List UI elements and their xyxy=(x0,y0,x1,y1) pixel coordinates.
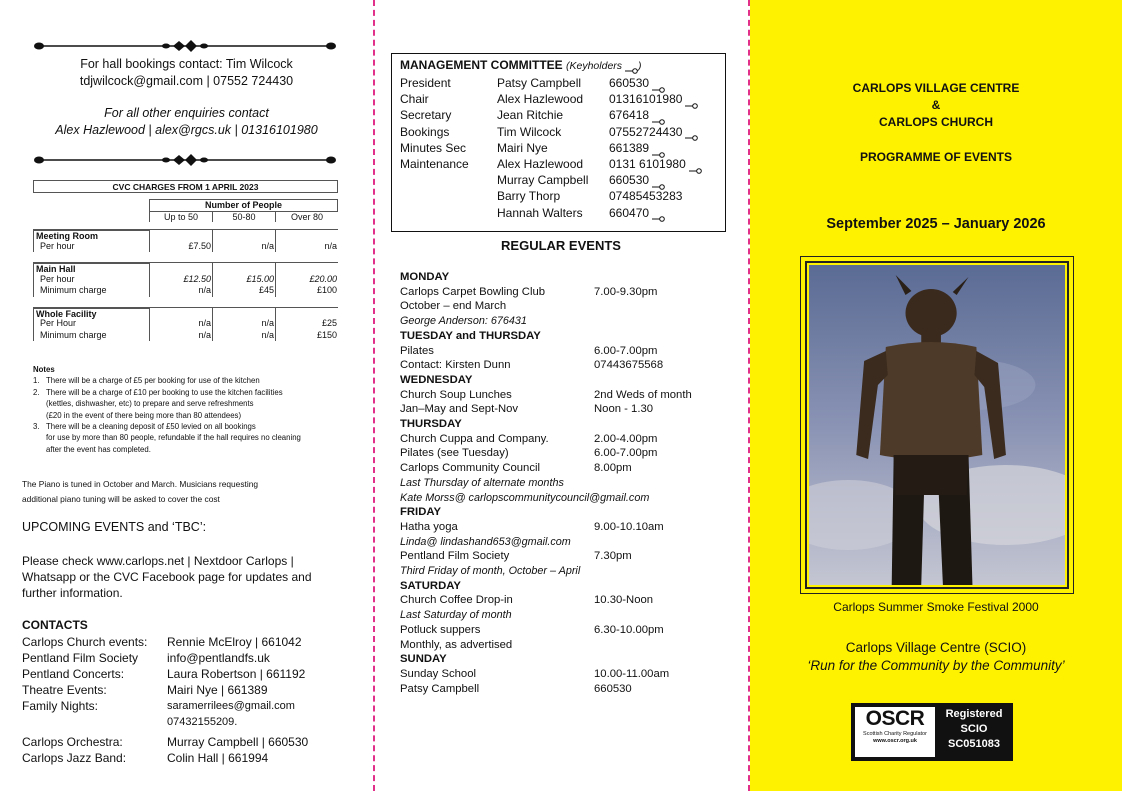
contact-row: Carlops Church events: Rennie McElroy | 661042 xyxy=(22,635,302,649)
main-hall-block xyxy=(33,262,338,297)
committee-role: Maintenance xyxy=(400,157,469,172)
motto: ‘Run for the Community by the Community’ xyxy=(807,658,1065,673)
committee-phone: 01316101980 xyxy=(609,91,698,107)
meeting-room-block xyxy=(33,229,338,252)
photo-caption: Carlops Summer Smoke Festival 2000 xyxy=(833,600,1039,614)
table-row: Per hour £12.50 £15.00 £20.00 xyxy=(33,274,338,286)
committee-row xyxy=(400,107,725,123)
management-heading: MANAGEMENT COMMITTEE (Keyholders ) xyxy=(400,58,642,72)
scio-name: Carlops Village Centre (SCIO) xyxy=(845,640,1027,655)
event-name: Church Soup Lunches xyxy=(400,388,512,401)
event-time: 10.00-11.00am xyxy=(594,667,670,680)
committee-role: Secretary xyxy=(400,108,452,123)
event-note: Third Friday of month, October – April xyxy=(400,565,581,578)
column-over-80: Over 80 xyxy=(275,212,338,223)
meeting-room-label: Meeting Room xyxy=(33,230,149,241)
event-time: 2nd Weds of month xyxy=(594,388,692,401)
contact-row: Carlops Orchestra: Murray Campbell | 660530 xyxy=(22,735,309,749)
cover-title-church: CARLOPS CHURCH xyxy=(879,115,993,129)
event-day-heading: MONDAY xyxy=(400,271,450,283)
whole-facility-label: Whole Facility xyxy=(33,308,149,319)
event-row xyxy=(400,623,745,638)
event-row xyxy=(400,402,745,417)
event-time: 6.00-7.00pm xyxy=(594,447,658,460)
event-note: Last Saturday of month xyxy=(400,609,512,622)
event-day-heading: THURSDAY xyxy=(400,418,462,431)
upcoming-events-text: Please check www.carlops.net | Nextdoor Carlops | Whatsapp or the CVC Facebook page for updates and further information. xyxy=(22,554,312,600)
oscr-badge xyxy=(851,703,1013,761)
key-icon xyxy=(685,129,698,135)
other-enquiries-label: For all other enquiries contact xyxy=(104,106,269,120)
committee-name: Alex Hazlewood xyxy=(497,157,584,172)
event-time: 7.00-9.30pm xyxy=(594,285,658,298)
other-enquiries-contact: Alex Hazlewood | alex@rgcs.uk | 01316101980 xyxy=(55,123,318,137)
event-row xyxy=(400,285,745,300)
event-name: Contact: Kirsten Dunn xyxy=(400,359,511,372)
key-icon xyxy=(652,178,665,184)
event-time: 9.00-10.10am xyxy=(594,520,664,533)
event-row xyxy=(400,461,745,476)
programme-dates: September 2025 – January 2026 xyxy=(826,216,1046,232)
regular-events-list xyxy=(400,270,745,696)
event-row xyxy=(400,299,745,314)
event-name: Carlops Carpet Bowling Club xyxy=(400,285,546,298)
event-name: Pentland Film Society xyxy=(400,550,510,563)
event-name: Potluck suppers xyxy=(400,623,481,636)
key-icon xyxy=(652,146,665,152)
festival-photo xyxy=(800,256,1074,594)
contact-row: Pentland Concerts: Laura Robertson | 661192 xyxy=(22,667,306,681)
event-name: Monthly, as advertised xyxy=(400,638,513,651)
committee-row xyxy=(400,188,725,204)
key-icon xyxy=(625,63,638,69)
key-icon xyxy=(652,81,665,87)
event-note: Kate Morss@ carlopscommunitycouncil@gmail.com xyxy=(400,491,650,504)
committee-phone: 07485453283 xyxy=(609,189,683,204)
event-name: Sunday School xyxy=(400,667,476,680)
committee-row xyxy=(400,172,725,188)
charges-header-row xyxy=(33,199,338,211)
committee-phone: 660470 xyxy=(609,205,665,221)
event-row xyxy=(400,358,745,373)
event-name: October – end March xyxy=(400,300,507,313)
table-row: Minimum charge n/a n/a £150 xyxy=(33,330,338,342)
event-day-heading: SUNDAY xyxy=(400,653,447,666)
committee-row xyxy=(400,140,725,156)
regular-events-title: REGULAR EVENTS xyxy=(501,238,621,253)
event-day-heading: TUESDAY and THURSDAY xyxy=(400,329,541,342)
event-row xyxy=(400,593,745,608)
event-row xyxy=(400,388,745,403)
column-up-to-50: Up to 50 xyxy=(149,212,212,223)
table-row: Per Hour n/a n/a £25 xyxy=(33,318,338,330)
event-row xyxy=(400,432,745,447)
cover-title-centre: CARLOPS VILLAGE CENTRE xyxy=(852,81,1020,95)
event-name: Patsy Campbell xyxy=(400,682,480,695)
hall-bookings-email-phone: tdjwilcock@gmail.com | 07552 724430 xyxy=(79,74,294,88)
event-time: 8.00pm xyxy=(594,462,632,475)
committee-name: Barry Thorp xyxy=(497,189,561,204)
contact-row: Family Nights: saramerrilees@gmail.com xyxy=(22,699,295,713)
committee-role: Minutes Sec xyxy=(400,140,467,155)
event-name: Carlops Community Council xyxy=(400,462,541,475)
contacts-heading: CONTACTS xyxy=(22,618,88,632)
management-rows xyxy=(400,75,725,221)
committee-phone: 660530 xyxy=(609,75,665,91)
event-row xyxy=(400,344,745,359)
fold-line-left xyxy=(373,0,375,791)
committee-phone: 661389 xyxy=(609,140,665,156)
event-day-heading: WEDNESDAY xyxy=(400,373,473,386)
table-row: Per hour £7.50 n/a n/a xyxy=(33,241,338,253)
event-note: Last Thursday of alternate months xyxy=(400,476,564,489)
event-time: 6.30-10.00pm xyxy=(594,623,664,636)
table-row: Minimum charge n/a £45 £100 xyxy=(33,285,338,297)
whole-facility-block xyxy=(33,307,338,342)
event-row xyxy=(400,549,745,564)
cover-title-ampersand: & xyxy=(931,98,941,112)
committee-phone: 676418 xyxy=(609,107,665,123)
committee-name: Alex Hazlewood xyxy=(497,92,584,107)
contact-row: 07432155209. xyxy=(167,716,238,728)
main-hall-label: Main Hall xyxy=(33,263,149,274)
committee-phone: 0131 6101980 xyxy=(609,156,702,172)
committee-phone: 660530 xyxy=(609,172,665,188)
ornament-divider-bottom xyxy=(34,154,336,166)
contact-row: Theatre Events: Mairi Nye | 661389 xyxy=(22,683,268,697)
event-name: Pilates (see Tuesday) xyxy=(400,447,509,460)
list-item: 3. There will be a cleaning deposit of £50 levied on all bookings for use by more than 80 people, refundable if the hall requires no cleaning after the event has completed. xyxy=(33,422,301,454)
charges-table xyxy=(33,180,338,341)
key-icon xyxy=(685,97,698,103)
event-day-heading: SATURDAY xyxy=(400,579,461,592)
notes-heading: Notes xyxy=(33,365,55,374)
charges-notes xyxy=(33,364,343,455)
committee-phone: 07552724430 xyxy=(609,124,698,140)
number-of-people-header: Number of People xyxy=(149,199,338,211)
committee-role xyxy=(400,205,497,221)
key-icon xyxy=(652,113,665,119)
event-name: Jan–May and Sept-Nov xyxy=(400,403,519,416)
contact-row: Carlops Jazz Band: Colin Hall | 661994 xyxy=(22,751,269,765)
event-name: Hatha yoga xyxy=(400,520,458,533)
event-note: George Anderson: 676431 xyxy=(400,315,527,328)
contact-row: Pentland Film Society info@pentlandfs.uk xyxy=(22,651,270,665)
event-time: 6.00-7.00pm xyxy=(594,344,658,357)
event-time: 07443675568 xyxy=(594,359,664,372)
committee-role: Bookings xyxy=(400,124,450,139)
key-icon xyxy=(652,210,665,216)
event-row xyxy=(400,520,745,535)
event-name: Church Coffee Drop-in xyxy=(400,594,513,607)
committee-role: President xyxy=(400,76,451,90)
piano-tuning-note: The Piano is tuned in October and March. Musicians requesting additional piano tuning will be asked to cover the cost xyxy=(22,479,259,504)
event-time: Noon - 1.30 xyxy=(594,403,654,416)
oscr-logo: OSCR Scottish Charity Regulator www.oscr.org.uk xyxy=(855,707,935,757)
event-day-heading: FRIDAY xyxy=(400,506,442,519)
column-50-80: 50-80 xyxy=(212,212,275,223)
committee-name: Murray Campbell xyxy=(497,173,589,188)
committee-name: Jean Ritchie xyxy=(497,108,564,123)
committee-name: Patsy Campbell xyxy=(497,76,582,90)
charges-title: CVC CHARGES FROM 1 APRIL 2023 xyxy=(33,180,338,193)
event-name: Pilates xyxy=(400,344,434,357)
event-row xyxy=(400,446,745,461)
hall-bookings-contact: For hall bookings contact: Tim Wilcock xyxy=(80,57,293,71)
event-time: 7.30pm xyxy=(594,550,632,563)
programme-of-events: PROGRAMME OF EVENTS xyxy=(859,150,1012,164)
event-row xyxy=(400,638,745,653)
charges-columns-row xyxy=(149,211,338,223)
contacts-section xyxy=(22,618,362,766)
wicker-man-image xyxy=(809,265,1065,585)
list-item: 2. There will be a charge of £10 per booking to use the kitchen facilities (kettles, dishwasher, etc) to prepare and serve refreshments (£20 in the event of there being more than 80 attendees) xyxy=(33,387,283,420)
event-row xyxy=(400,667,745,682)
oscr-registration: Registered SCIO SC051083 xyxy=(945,708,1003,750)
committee-name: Tim Wilcock xyxy=(497,124,562,139)
event-time: 2.00-4.00pm xyxy=(594,432,658,445)
committee-row xyxy=(400,156,725,172)
committee-row xyxy=(400,124,725,140)
event-time: 10.30-Noon xyxy=(594,594,654,607)
committee-name: Hannah Walters xyxy=(497,205,583,220)
event-name: Church Cuppa and Company. xyxy=(400,432,549,445)
committee-role xyxy=(400,172,497,188)
key-icon xyxy=(689,162,702,168)
management-committee-box xyxy=(391,53,726,232)
keyholders-label: (Keyholders xyxy=(566,60,623,72)
committee-name: Mairi Nye xyxy=(497,140,548,155)
ornament-divider-top xyxy=(34,40,336,52)
committee-role: Chair xyxy=(400,92,429,107)
event-note: Linda@ lindashand653@gmail.com xyxy=(400,535,571,548)
committee-row xyxy=(400,91,725,107)
committee-row xyxy=(400,205,725,221)
event-time: 660530 xyxy=(594,682,632,695)
upcoming-events-title: UPCOMING EVENTS and ‘TBC’: xyxy=(22,520,207,534)
event-row xyxy=(400,682,745,697)
committee-role xyxy=(400,188,497,204)
committee-row xyxy=(400,75,725,91)
list-item: 1. There will be a charge of £5 per booking for use of the kitchen xyxy=(33,376,260,386)
